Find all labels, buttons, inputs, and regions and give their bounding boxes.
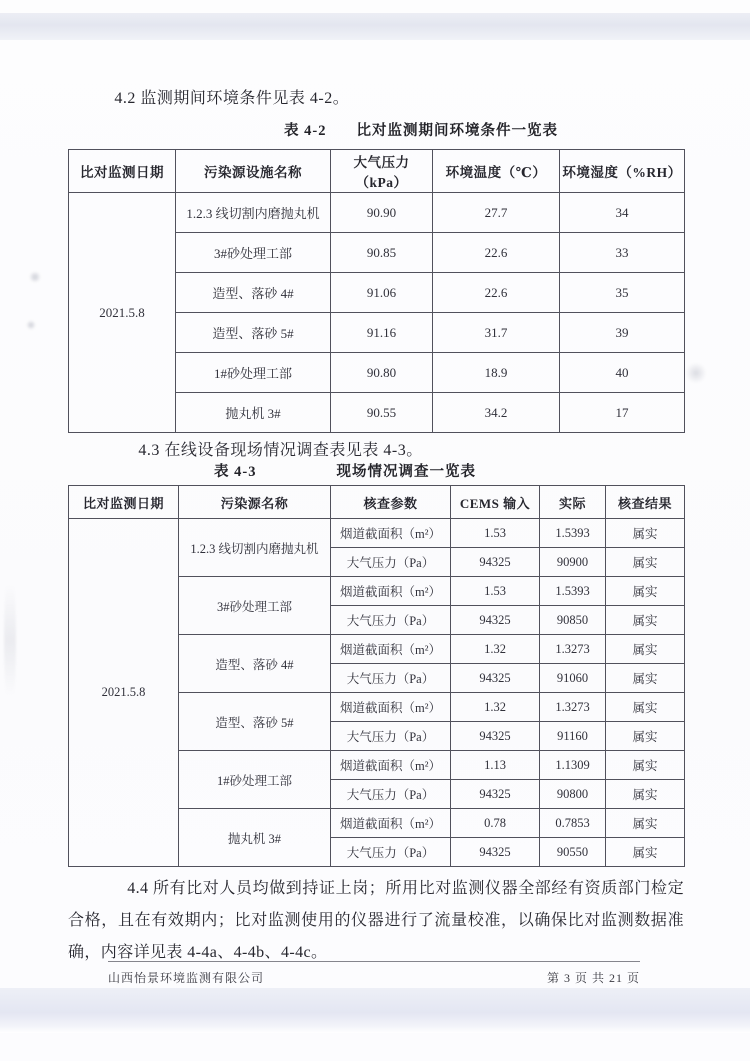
scan-artifact [28, 272, 42, 282]
param-cell: 大气压力（Pa） [331, 664, 451, 693]
actual-cell: 91060 [540, 664, 606, 693]
result-cell: 属实 [606, 780, 685, 809]
result-cell: 属实 [606, 548, 685, 577]
cems-cell: 1.53 [451, 519, 540, 548]
actual-cell: 90550 [540, 838, 606, 867]
source-cell: 造型、落砂 4# [179, 635, 331, 693]
pressure-cell: 91.16 [331, 313, 433, 353]
humidity-cell: 40 [560, 353, 685, 393]
date-cell: 2021.5.8 [69, 519, 179, 867]
cems-cell: 94325 [451, 664, 540, 693]
cems-cell: 1.53 [451, 577, 540, 606]
pressure-cell: 90.90 [331, 193, 433, 233]
section-4-3-heading: 4.3 在线设备现场情况调查表见表 4-3。 [138, 442, 423, 459]
table-row [69, 193, 685, 233]
actual-cell: 91160 [540, 722, 606, 751]
source-cell: 3#砂处理工部 [179, 577, 331, 635]
result-cell: 属实 [606, 606, 685, 635]
table-4-3-caption [68, 462, 684, 482]
param-cell: 大气压力（Pa） [331, 548, 451, 577]
param-cell: 烟道截面积（m²） [331, 809, 451, 838]
table-4-3-header-row [69, 486, 685, 519]
cems-cell: 1.32 [451, 693, 540, 722]
source-cell: 造型、落砂 5# [176, 313, 331, 353]
cems-cell: 0.78 [451, 809, 540, 838]
cems-cell: 94325 [451, 722, 540, 751]
table-4-2-label: 表 4-2 [284, 123, 327, 139]
param-cell: 烟道截面积（m²） [331, 751, 451, 780]
temperature-cell: 18.9 [433, 353, 560, 393]
result-cell: 属实 [606, 664, 685, 693]
source-cell: 1.2.3 线切割内磨抛丸机 [176, 193, 331, 233]
table-4-3 [68, 485, 685, 867]
result-cell: 属实 [606, 519, 685, 548]
footer-page-number: 第 3 页 共 21 页 [546, 971, 640, 985]
pressure-cell: 90.85 [331, 233, 433, 273]
result-cell: 属实 [606, 693, 685, 722]
section-4-4-paragraph: 4.4 所有比对人员均做到持证上岗；所用比对监测仪器全部经有资质部门检定合格，且在有效期内；比对监测使用的仪器进行了流量校准，以确保比对监测数据准确，内容详见表 4-4a、4-4b、4-4c。 [68, 880, 684, 961]
cems-cell: 94325 [451, 548, 540, 577]
section-4-2-heading: 4.2 监测期间环境条件见表 4-2。 [114, 90, 350, 107]
table-4-2-title: 比对监测期间环境条件一览表 [356, 123, 558, 139]
col-header-source: 污染源设施名称 [176, 150, 331, 193]
result-cell: 属实 [606, 722, 685, 751]
actual-cell: 1.5393 [540, 519, 606, 548]
result-cell: 属实 [606, 577, 685, 606]
result-cell: 属实 [606, 809, 685, 838]
actual-cell: 90850 [540, 606, 606, 635]
col-header-cems-input: CEMS 输入 [451, 486, 540, 519]
scan-artifact [686, 362, 706, 384]
cems-cell: 94325 [451, 606, 540, 635]
pressure-cell: 90.55 [331, 393, 433, 433]
source-cell: 1.2.3 线切割内磨抛丸机 [179, 519, 331, 577]
table-4-3-title: 现场情况调查一览表 [336, 464, 476, 480]
table-4-2-caption [68, 121, 684, 141]
col-header-actual: 实际 [540, 486, 606, 519]
scan-artifact [26, 320, 36, 330]
page-footer [108, 961, 640, 986]
cems-cell: 1.32 [451, 635, 540, 664]
col-header-date: 比对监测日期 [69, 486, 179, 519]
col-header-source: 污染源名称 [179, 486, 331, 519]
pressure-cell: 91.06 [331, 273, 433, 313]
col-header-temperature: 环境温度（℃） [433, 150, 560, 193]
param-cell: 烟道截面积（m²） [331, 635, 451, 664]
temperature-cell: 27.7 [433, 193, 560, 233]
result-cell: 属实 [606, 751, 685, 780]
actual-cell: 0.7853 [540, 809, 606, 838]
param-cell: 烟道截面积（m²） [331, 577, 451, 606]
param-cell: 大气压力（Pa） [331, 606, 451, 635]
table-4-2 [68, 149, 685, 433]
cems-cell: 1.13 [451, 751, 540, 780]
table-row [69, 519, 685, 548]
source-cell: 1#砂处理工部 [176, 353, 331, 393]
humidity-cell: 33 [560, 233, 685, 273]
scan-artifact [4, 560, 16, 720]
param-cell: 烟道截面积（m²） [331, 519, 451, 548]
source-cell: 抛丸机 3# [176, 393, 331, 433]
humidity-cell: 39 [560, 313, 685, 353]
humidity-cell: 34 [560, 193, 685, 233]
actual-cell: 90800 [540, 780, 606, 809]
actual-cell: 90900 [540, 548, 606, 577]
humidity-cell: 35 [560, 273, 685, 313]
col-header-parameter: 核查参数 [331, 486, 451, 519]
table-4-2-header-row [69, 150, 685, 193]
col-header-date: 比对监测日期 [69, 150, 176, 193]
source-cell: 3#砂处理工部 [176, 233, 331, 273]
param-cell: 烟道截面积（m²） [331, 693, 451, 722]
actual-cell: 1.3273 [540, 693, 606, 722]
source-cell: 抛丸机 3# [179, 809, 331, 867]
col-header-humidity: 环境湿度（%RH） [560, 150, 685, 193]
date-cell: 2021.5.8 [69, 193, 176, 433]
result-cell: 属实 [606, 635, 685, 664]
actual-cell: 1.5393 [540, 577, 606, 606]
temperature-cell: 31.7 [433, 313, 560, 353]
cems-cell: 94325 [451, 838, 540, 867]
temperature-cell: 22.6 [433, 233, 560, 273]
scan-artifact-bottom-band [0, 988, 750, 1033]
source-cell: 1#砂处理工部 [179, 751, 331, 809]
param-cell: 大气压力（Pa） [331, 780, 451, 809]
pressure-cell: 90.80 [331, 353, 433, 393]
actual-cell: 1.1309 [540, 751, 606, 780]
col-header-pressure: 大气压力（kPa） [331, 150, 433, 193]
page-content [68, 0, 684, 969]
col-header-result: 核查结果 [606, 486, 685, 519]
table-4-3-label: 表 4-3 [214, 464, 257, 480]
param-cell: 大气压力（Pa） [331, 838, 451, 867]
humidity-cell: 17 [560, 393, 685, 433]
source-cell: 造型、落砂 4# [176, 273, 331, 313]
temperature-cell: 34.2 [433, 393, 560, 433]
actual-cell: 1.3273 [540, 635, 606, 664]
source-cell: 造型、落砂 5# [179, 693, 331, 751]
cems-cell: 94325 [451, 780, 540, 809]
footer-company-name: 山西怡景环境监测有限公司 [108, 971, 265, 985]
param-cell: 大气压力（Pa） [331, 722, 451, 751]
temperature-cell: 22.6 [433, 273, 560, 313]
result-cell: 属实 [606, 838, 685, 867]
